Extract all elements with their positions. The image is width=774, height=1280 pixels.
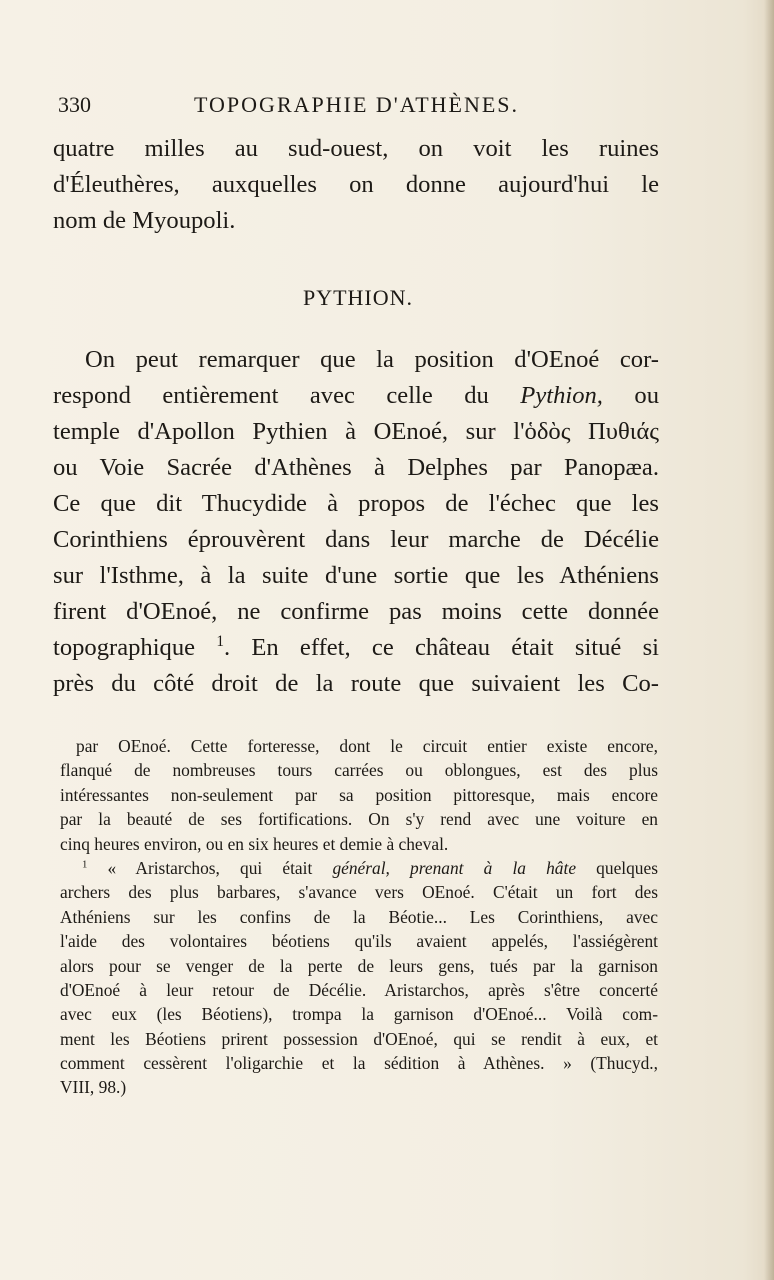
footnote-line: ment les Béotiens prirent possession d'OEnoé, qui se rendit à eux, et — [60, 1028, 658, 1049]
text-segment: quelques — [576, 857, 658, 878]
italic-text: général, prenant à la hâte — [332, 857, 577, 878]
footnote-line: flanqué de nombreuses tours carrées ou oblongues, est des plus — [60, 760, 658, 781]
italic-term: Pythion, — [520, 382, 603, 409]
text-segment: . En effet, ce château était situé si — [223, 634, 659, 661]
text-line: ou Voie Sacrée d'Athènes à Delphes par Panopæa. — [53, 454, 659, 481]
footnote-line: archers des plus barbares, s'avance vers OEnoé. C'était un fort des — [60, 882, 658, 903]
footnote-line: avec eux (les Béotiens), trompa la garnison d'OEnoé... Voilà com- — [60, 1004, 658, 1025]
footnote-line: par OEnoé. Cette forteresse, dont le circuit entier existe encore, — [76, 736, 658, 756]
text-line — [53, 630, 659, 666]
paragraph-2 — [53, 342, 659, 702]
section-heading — [0, 285, 774, 311]
footnote-line: VIII, 98.) — [60, 1077, 127, 1098]
running-title: TOPOGRAPHIE D'ATHÈNES. — [194, 92, 520, 117]
text-line: Corinthiens éprouvèrent dans leur marche de Décélie — [53, 526, 659, 553]
text-line: nom de Myoupoli. — [53, 207, 236, 234]
text-line: On peut remarquer que la position d'OEnoé cor- — [85, 346, 659, 373]
text-line: firent d'OEnoé, ne confirme pas moins cette donnée — [53, 598, 659, 625]
text-line: sur l'Isthme, à la suite d'une sortie que les Athéniens — [53, 562, 659, 589]
text-segment: respond entièrement avec celle du — [53, 382, 521, 409]
text-line: Ce que dit Thucydide à propos de l'échec que les — [53, 490, 659, 517]
footnotes — [60, 734, 658, 1100]
footnote-line: intéressantes non-seulement par sa position pittoresque, mais encore — [60, 784, 658, 805]
text-line: près du côté droit de la route que suivaient les Co- — [53, 670, 659, 697]
footnote-marker: 1 — [82, 858, 88, 871]
text-segment: « Aristarchos, qui était — [87, 857, 333, 878]
footnote-line: d'OEnoé à leur retour de Décélie. Aristarchos, après s'être concerté — [60, 979, 658, 1000]
paragraph-1 — [53, 131, 659, 239]
footnote-line: Athéniens sur les confins de la Béotie... Les Corinthiens, avec — [60, 906, 658, 927]
page-number: 330 — [58, 92, 91, 117]
text-line — [53, 378, 659, 414]
footnote-1-first-line — [60, 856, 658, 880]
text-segment: topographique — [53, 634, 196, 661]
footnote-line: l'aide des volontaires béotiens qu'ils avaient appelés, l'assiégèrent — [60, 931, 658, 952]
text-line: temple d'Apollon Pythien à OEnoé, sur l'ὁδὸς Πυθιάς — [53, 418, 659, 445]
text-line: d'Éleuthères, auxquelles on donne aujourd'hui le — [53, 171, 659, 198]
page-edge-shadow — [764, 0, 774, 1280]
footnote-line: cinq heures environ, ou en six heures et demie à cheval. — [60, 833, 449, 854]
footnote-line: par la beauté de ses fortifications. On s'y rend avec une voiture en — [60, 809, 658, 830]
page-header — [58, 92, 658, 126]
text-line: quatre milles au sud-ouest, on voit les ruines — [53, 135, 659, 162]
footnote-line: alors pour se venger de la perte de leurs gens, tués par la garnison — [60, 955, 658, 976]
section-heading-text: PYTHION. — [302, 285, 414, 310]
footnote-reference: 1 — [216, 632, 224, 650]
text-segment: ou — [602, 382, 660, 409]
footnote-line: comment cessèrent l'oligarchie et la sédition à Athènes. » (Thucyd., — [60, 1053, 658, 1074]
